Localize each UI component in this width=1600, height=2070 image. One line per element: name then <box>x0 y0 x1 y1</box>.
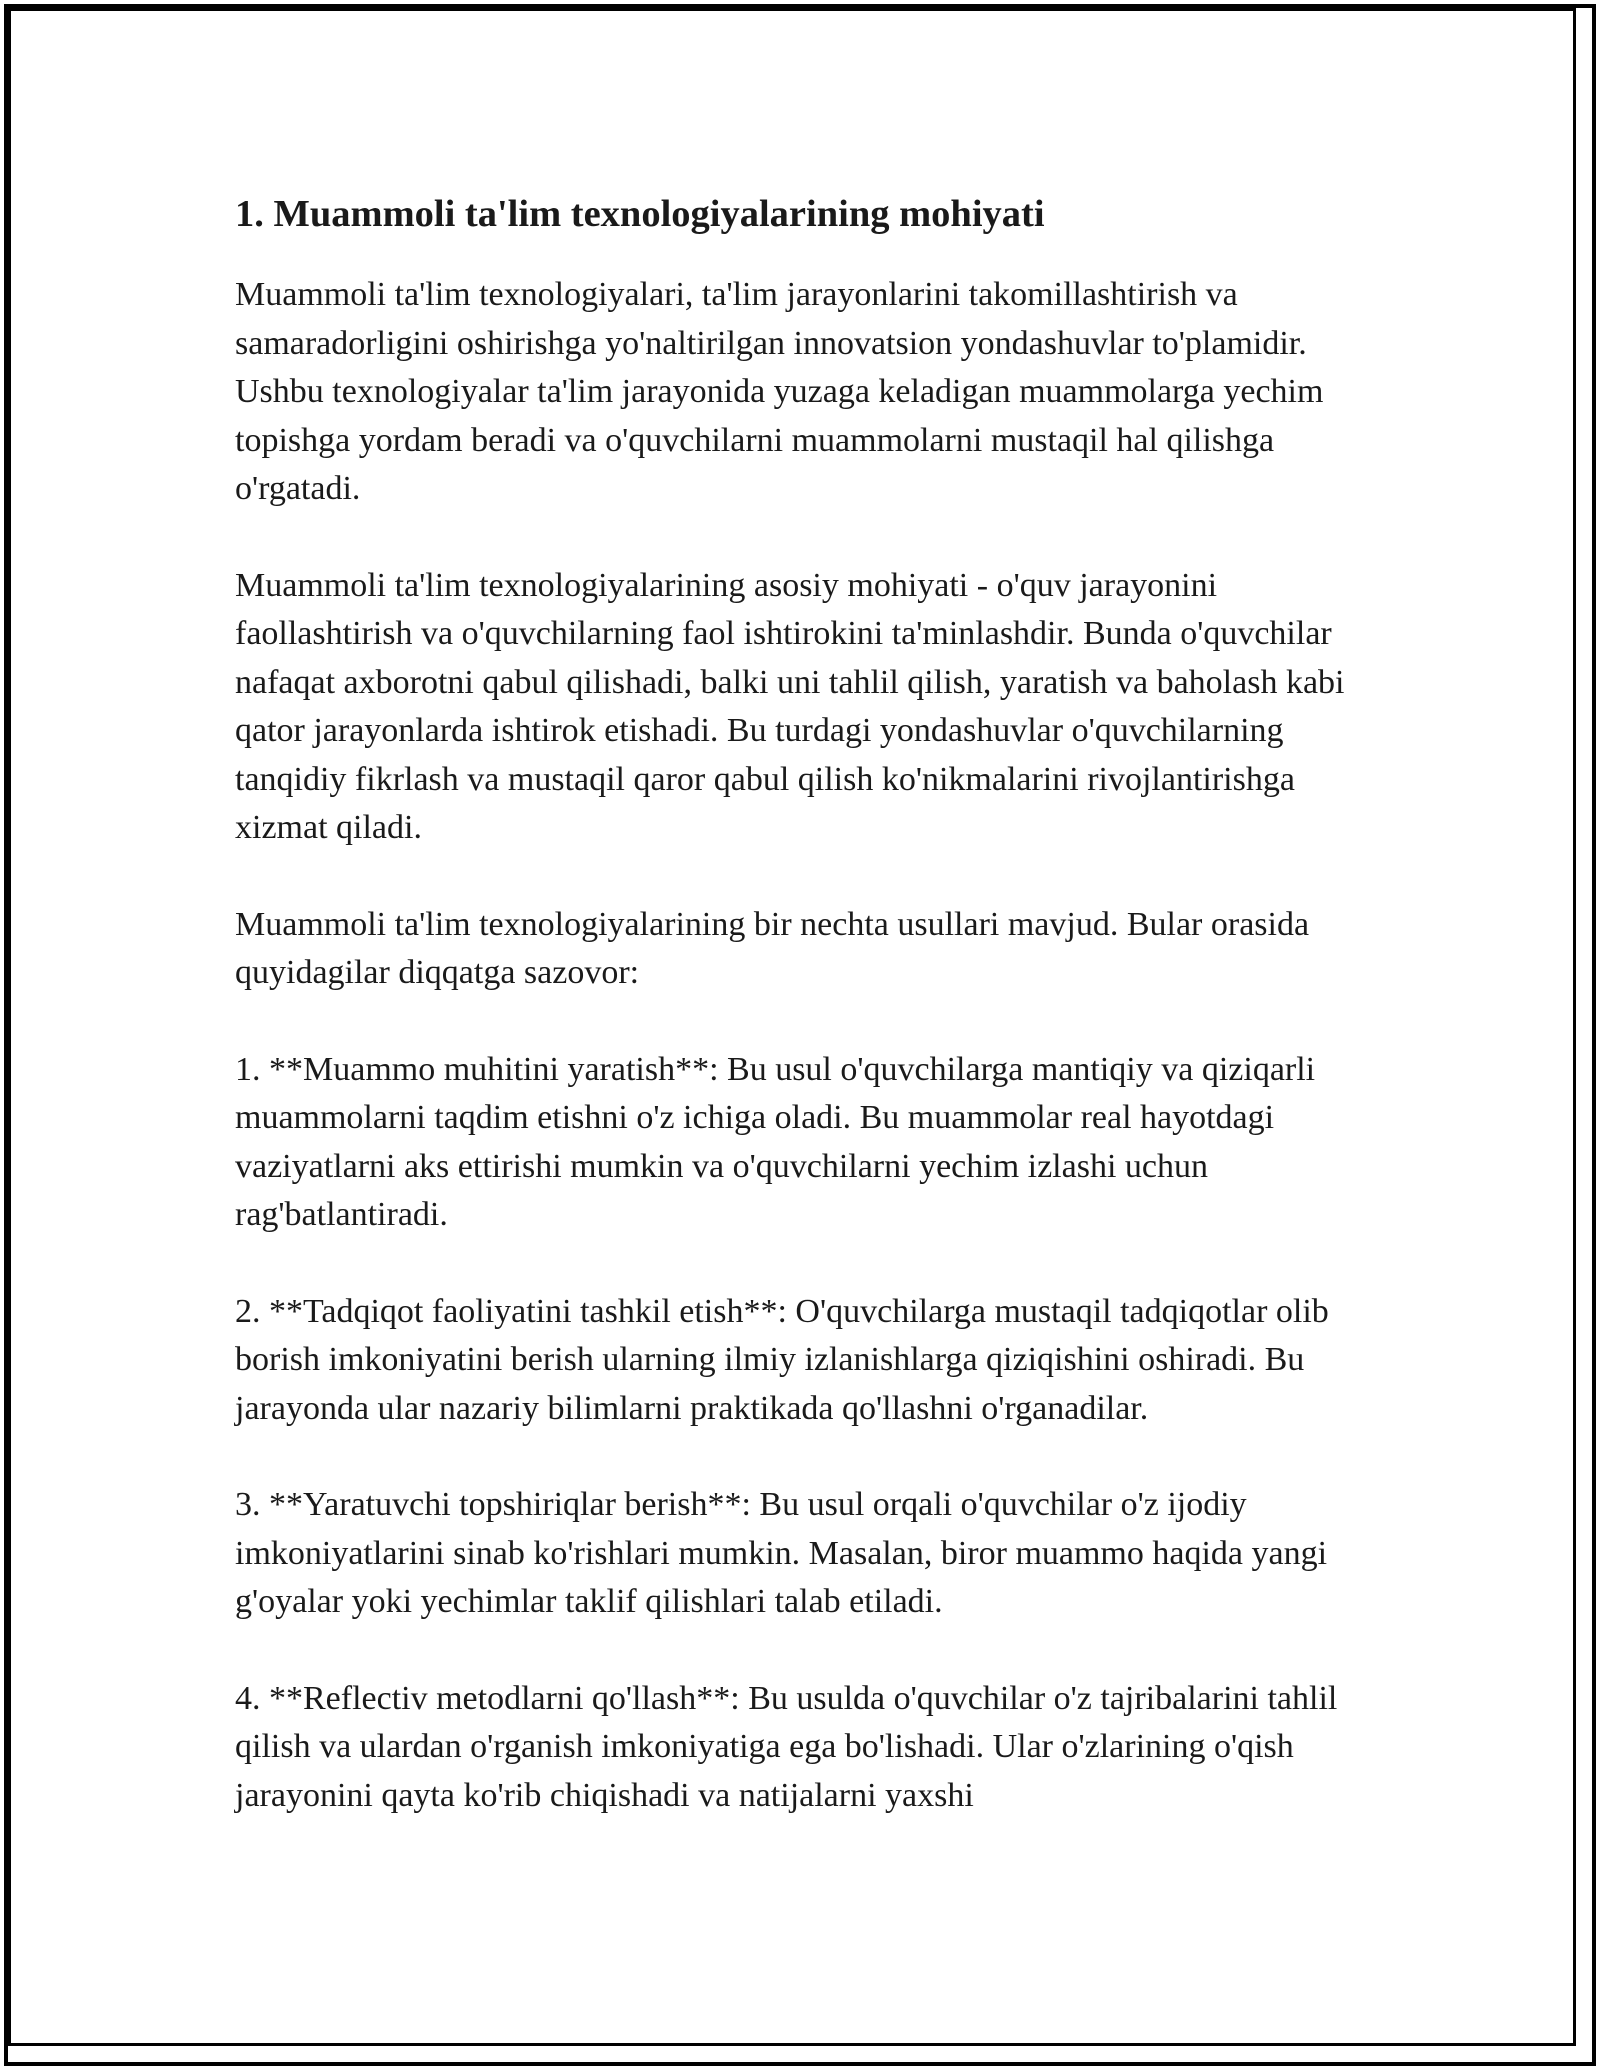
list-item-method-2: 2. **Tadqiqot faoliyatini tashkil etish**: O'quvchilarga mustaqil tadqiqotlar olib borish imkoniyatini berish ularning ilmiy izlanishlarga qiziqishini oshiradi. Bu jarayonda ular nazariy bilimlarni praktikada qo'llashni o'rganadilar. <box>235 1292 1329 1427</box>
list-item-method-1: 1. **Muammo muhitini yaratish**: Bu usul o'quvchilarga mantiqiy va qiziqarli muammolarni taqdim etishni o'z ichiga oladi. Bu muammolar real hayotdagi vaziyatlarni aks ettirishi mumkin va o'quvchilarni yechim izlashi uchun rag'batlantiradi. <box>235 1050 1316 1233</box>
list-item-method-4: 4. **Reflectiv metodlarni qo'llash**: Bu usulda o'quvchilar o'z tajribalarini tahlil qilish va ulardan o'rganish imkoniyatiga ega bo'lishadi. Ular o'zlarining o'qish jarayonini qayta ko'rib chiqishadi va natijalarni yaxshi <box>235 1679 1338 1814</box>
document-body <box>235 185 1365 1820</box>
paragraph-intro: Muammoli ta'lim texnologiyalari, ta'lim jarayonlarini takomillashtirish va samaradorligini oshirishga yo'naltirilgan innovatsion yondashuvlar to'plamidir. Ushbu texnologiyalar ta'lim jarayonida yuzaga keladigan muammolarga yechim topishga yordam beradi va o'quvchilarni muammolarni mustaqil hal qilishga o'rgatadi. <box>235 276 1324 507</box>
paragraph-essence: Muammoli ta'lim texnologiyalarining asosiy mohiyati - o'quv jarayonini faollashtirish va o'quvchilarning faol ishtirokini ta'minlashdir. Bunda o'quvchilar nafaqat axborotni qabul qilishadi, balki uni tahlil qilish, yaratish va baholash kabi qator jarayonlarda ishtirok etishadi. Bu turdagi yondashuvlar o'quvchilarning tanqidiy fikrlash va mustaqil qaror qabul qilish ko'nikmalarini rivojlantirishga xizmat qiladi. <box>235 566 1345 846</box>
paragraph-methods-intro: Muammoli ta'lim texnologiyalarining bir nechta usullari mavjud. Bular orasida quyidagilar diqqatga sazovor: <box>235 905 1310 991</box>
section-heading: 1. Muammoli ta'lim texnologiyalarining mohiyati <box>235 193 1045 235</box>
list-item-method-3: 3. **Yaratuvchi topshiriqlar berish**: Bu usul orqali o'quvchilar o'z ijodiy imkoniyatlarini sinab ko'rishlari mumkin. Masalan, biror muammo haqida yangi g'oyalar yoki yechimlar taklif qilishlari talab etiladi. <box>235 1486 1328 1620</box>
